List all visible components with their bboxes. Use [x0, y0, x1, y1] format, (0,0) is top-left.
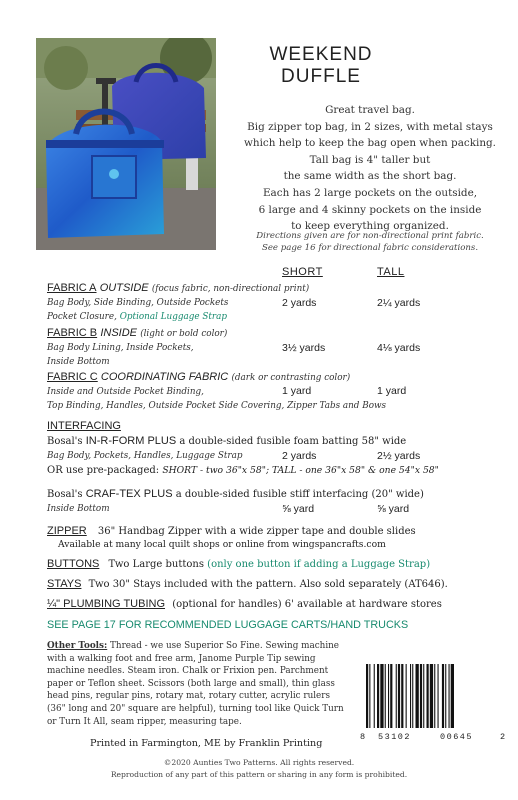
optional-luggage-strap: Optional Luggage Strap — [119, 312, 227, 322]
description — [220, 102, 518, 235]
barcode-bars — [360, 664, 508, 728]
column-tall: TALL — [377, 266, 405, 278]
see-page-17: SEE PAGE 17 FOR RECOMMENDED LUGGAGE CARTS/HAND TRUCKS — [47, 619, 409, 631]
title-line-2: DUFFLE — [281, 66, 361, 87]
directions-note — [220, 230, 518, 254]
interfacing-short-1: 2 yards — [282, 450, 317, 462]
note-line: Directions given are for non-directional print fabric. — [256, 231, 484, 241]
fabric-c-uses-2: Top Binding, Handles, Outside Pocket Side Covering, Zipper Tabs and Bows — [47, 401, 387, 411]
barcode-bar — [385, 664, 386, 728]
zipper-line — [47, 525, 416, 537]
barcode-bar — [427, 664, 429, 728]
note-line: See page 16 for directional fabric considerations. — [261, 243, 479, 253]
zipper-availability: Available at many local quilt shops or online from wingspancrafts.com — [58, 539, 386, 550]
fabric-c-uses: Inside and Outside Pocket Binding, — [47, 387, 204, 397]
fabric-b-desc: (light or bold color) — [140, 329, 228, 339]
zipper-desc: 36" Handbag Zipper with a wide zipper tape and double slides — [97, 526, 416, 537]
fabric-c-heading — [47, 371, 350, 383]
prepack-label: OR use pre-packaged: — [47, 465, 160, 476]
barcode-bar — [451, 664, 454, 728]
in-r-form-plus: IN-R-FORM PLUS — [85, 435, 177, 447]
desc-line: Each has 2 large pockets on the outside, — [262, 186, 478, 199]
barcode-digits-group-1: 53102 — [378, 732, 412, 742]
tubing-line — [47, 598, 442, 610]
barcode-bar — [366, 664, 368, 728]
fabric-a-uses: Bag Body, Side Binding, Outside Pockets — [47, 298, 229, 308]
buttons-line — [47, 558, 430, 570]
desc-line: to keep everything organized. — [291, 220, 449, 233]
interfacing-heading: INTERFACING — [47, 420, 121, 432]
zipper-label: ZIPPER — [47, 525, 87, 537]
pattern-title — [236, 44, 406, 88]
desc-line: Big zipper top bag, in 2 sizes, with metal stays — [247, 120, 493, 133]
barcode-bar — [388, 664, 389, 728]
barcode-digits-group-2: 00645 — [440, 732, 474, 742]
barcode-bar — [412, 664, 413, 728]
craf-tex-line — [47, 488, 424, 500]
other-tools — [47, 640, 347, 728]
other-tools-text: Thread - we use Superior So Fine. Sewing machine with a walking foot and free arm, Janome Purple Tip sewing machine needles. Steam iron. Chalk or Frixion pen. Parchment paper or Teflon sheet. Scissors (both large and small), thin glass head pins, regular pins, rotary mat, rotary cutter, acrylic rulers (36" long and 20" square are helpful), turning tool like Quick Turn or Turn It All, seam ripper, measuring tape. — [47, 641, 344, 727]
desc-line: which help to keep the bag open when packing. — [244, 137, 496, 150]
desc-line: Great travel bag. — [325, 104, 415, 116]
fabric-b-uses: Bag Body Lining, Inside Pockets, — [47, 343, 194, 353]
barcode-bar — [374, 664, 375, 728]
barcode-bar — [434, 664, 435, 728]
barcode-bar — [420, 664, 422, 728]
bosal-prefix: Bosal's — [47, 436, 83, 447]
craf-tex-plus: CRAF-TEX PLUS — [85, 488, 173, 500]
other-tools-label: Other Tools: — [47, 641, 108, 651]
barcode-bar — [380, 664, 383, 728]
prepackaged-line — [47, 465, 439, 476]
barcode-bar — [442, 664, 444, 728]
fabric-a-heading — [47, 282, 309, 294]
fabric-a-name: FABRIC A — [47, 282, 97, 294]
fabric-a-uses-2 — [47, 312, 227, 322]
barcode-digit-right: 2 — [500, 732, 506, 742]
barcode-bar — [438, 664, 439, 728]
tubing-desc: (optional for handles) 6' available at hardware stores — [172, 599, 442, 610]
barcode — [360, 664, 508, 742]
fabric-a-title: OUTSIDE — [99, 282, 149, 294]
barcode-bar — [390, 664, 392, 728]
tubing-label: ¼" PLUMBING TUBING — [47, 598, 166, 610]
stays-line — [47, 578, 448, 590]
fabric-b-title: INSIDE — [100, 327, 137, 339]
barcode-bar — [423, 664, 424, 728]
fabric-a-short: 2 yards — [282, 297, 317, 309]
barcode-bar — [396, 664, 397, 728]
fabric-b-tall: 4⅛ yards — [377, 342, 421, 354]
barcode-bar — [398, 664, 400, 728]
prepack-detail: SHORT - two 36"x 58"; TALL - one 36"x 58" & one 54"x 58" — [162, 465, 439, 476]
in-r-form-line — [47, 435, 406, 447]
stays-label: STAYS — [47, 578, 82, 590]
barcode-bar — [369, 664, 370, 728]
barcode-bar — [377, 664, 379, 728]
title-line-1: WEEKEND — [269, 44, 373, 65]
fabric-c-tall: 1 yard — [377, 385, 407, 397]
interfacing-tall-2: ⅝ yard — [377, 503, 410, 515]
interfacing-short-2: ⅝ yard — [282, 503, 315, 515]
fabric-b-name: FABRIC B — [47, 327, 98, 339]
column-short: SHORT — [282, 266, 323, 278]
barcode-bar — [430, 664, 433, 728]
fabric-b-uses-2: Inside Bottom — [47, 357, 110, 367]
fabric-c-short: 1 yard — [282, 385, 312, 397]
craf-tex-desc: a double-sided fusible stiff interfacing (20" wide) — [175, 489, 424, 500]
printed-line: Printed in Farmington, ME by Franklin Printing — [90, 738, 323, 749]
interfacing-uses-2: Inside Bottom — [47, 504, 110, 514]
product-photo — [36, 38, 216, 250]
buttons-desc: Two Large buttons — [108, 559, 204, 570]
fabric-c-title: COORDINATING FABRIC — [100, 371, 229, 383]
buttons-note: (only one button if adding a Luggage Strap) — [207, 559, 431, 570]
barcode-bar — [406, 664, 407, 728]
fabric-a-tall: 2¼ yards — [377, 297, 421, 309]
fabric-c-name: FABRIC C — [47, 371, 98, 383]
desc-line: the same width as the short bag. — [283, 170, 457, 183]
stays-desc: Two 30" Stays included with the pattern. Also sold separately (AT646). — [88, 579, 448, 590]
interfacing-uses-1: Bag Body, Pockets, Handles, Luggage Strap — [47, 451, 243, 461]
desc-line: Tall bag is 4" taller but — [309, 153, 431, 166]
buttons-label: BUTTONS — [47, 558, 100, 570]
fabric-a-desc: (focus fabric, non-directional print) — [151, 284, 310, 294]
reproduction-notice: Reproduction of any part of this pattern or sharing in any form is prohibited. — [110, 770, 408, 779]
barcode-bar — [445, 664, 446, 728]
barcode-bar — [410, 664, 411, 728]
copyright: ©2020 Aunties Two Patterns. All rights reserved. — [163, 758, 355, 767]
barcode-bar — [401, 664, 403, 728]
in-r-form-desc: a double-sided fusible foam batting 58" wide — [179, 436, 407, 447]
barcode-bar — [416, 664, 419, 728]
barcode-bar — [449, 664, 450, 728]
fabric-b-heading — [47, 327, 227, 339]
fabric-c-desc: (dark or contrasting color) — [231, 373, 351, 383]
barcode-digit-left: 8 — [360, 732, 366, 742]
bosal-prefix: Bosal's — [47, 489, 83, 500]
fabric-a-closure: Pocket Closure, — [47, 312, 117, 322]
desc-line: 6 large and 4 skinny pockets on the inside — [258, 203, 482, 216]
fabric-b-short: 3½ yards — [282, 342, 326, 354]
interfacing-tall-1: 2½ yards — [377, 450, 421, 462]
